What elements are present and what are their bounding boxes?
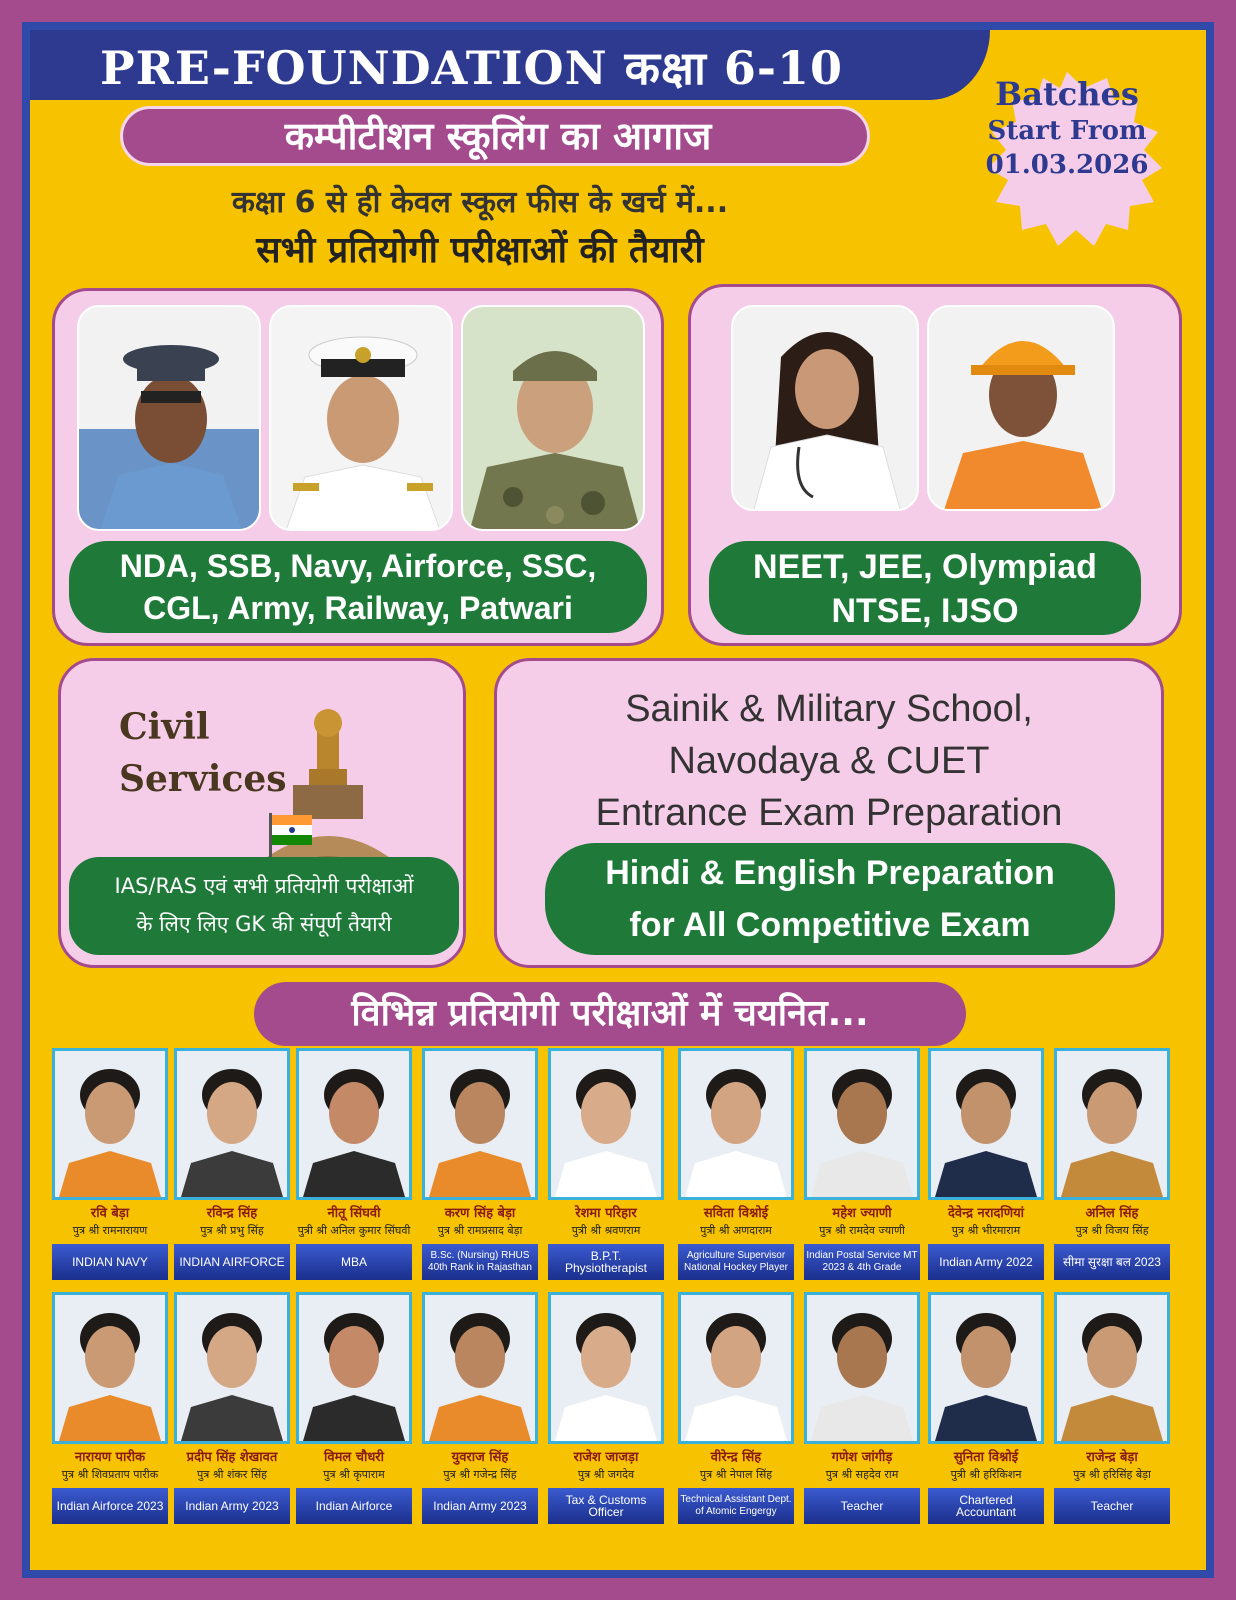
- student-card: [1054, 1292, 1170, 1524]
- student-achievement-tag: Teacher: [804, 1488, 920, 1524]
- civil-heading-line1: Civil: [119, 706, 210, 748]
- student-name: सविता विश्नोई: [703, 1206, 769, 1221]
- batch-info: [962, 74, 1172, 182]
- poster: [30, 30, 1206, 1570]
- sainik-line2: Navodaya & CUET: [668, 740, 990, 782]
- subtitle: कम्पीटीशन स्कूलिंग का आगाज: [284, 114, 712, 158]
- student-parent: पुत्र श्री हरिसिंह बेड़ा: [1073, 1468, 1151, 1481]
- title-bar: [30, 30, 990, 100]
- selected-students-heading-pill: [254, 982, 966, 1046]
- student-parent: पुत्र श्री रामप्रसाद बेड़ा: [437, 1224, 523, 1237]
- civil-heading-line2: Services: [119, 758, 287, 800]
- student-photo: [52, 1292, 168, 1444]
- sainik-line1: Sainik & Military School,: [625, 688, 1033, 730]
- student-achievement-tag: Chartered Accountant: [928, 1488, 1044, 1524]
- student-parent: पुत्र श्री कृपाराम: [323, 1468, 385, 1481]
- student-photo: [174, 1048, 290, 1200]
- student-photo: [804, 1292, 920, 1444]
- student-name: रवि बेड़ा: [90, 1206, 130, 1221]
- student-parent: पुत्री श्री हरिकिशन: [950, 1468, 1022, 1481]
- student-photo: [548, 1292, 664, 1444]
- defence-exams-line2: CGL, Army, Railway, Patwari: [143, 590, 573, 626]
- student-card: [296, 1048, 412, 1280]
- student-photo: [1054, 1048, 1170, 1200]
- student-name: युवराज सिंह: [451, 1450, 509, 1465]
- batch-start-label: Start From: [987, 116, 1147, 146]
- student-card: [928, 1048, 1044, 1280]
- student-card: [928, 1292, 1044, 1524]
- subtitle-pill: [120, 106, 870, 166]
- student-name: करण सिंह बेड़ा: [444, 1206, 516, 1221]
- sainik-school-panel: [494, 658, 1164, 968]
- batch-start-date: 01.03.2026: [985, 150, 1149, 180]
- student-photo: [296, 1048, 412, 1200]
- language-prep-line1: Hindi & English Preparation: [605, 854, 1055, 892]
- student-achievement-tag: MBA: [296, 1244, 412, 1280]
- medical-exams-line1: NEET, JEE, Olympiad: [753, 548, 1097, 586]
- student-card: [804, 1048, 920, 1280]
- student-parent: पुत्री श्री अणदाराम: [700, 1224, 772, 1237]
- defence-exams-pill: [69, 541, 647, 633]
- student-parent: पुत्र श्री नेपाल सिंह: [699, 1468, 773, 1481]
- defence-exams-panel: [52, 288, 664, 646]
- student-card: [548, 1048, 664, 1280]
- student-card: [296, 1292, 412, 1524]
- sainik-school-text: [497, 683, 1161, 839]
- student-achievement-tag: Technical Assistant Dept. of Atomic Engergy: [678, 1488, 794, 1524]
- civil-note-line1: IAS/RAS एवं सभी प्रतियोगी परीक्षाओं: [114, 874, 414, 898]
- student-achievement-tag: INDIAN NAVY: [52, 1244, 168, 1280]
- student-card: [678, 1048, 794, 1280]
- student-parent: पुत्र श्री रामनारायण: [72, 1224, 148, 1237]
- student-achievement-tag: Indian Postal Service MT 2023 & 4th Grade: [804, 1244, 920, 1280]
- student-achievement-tag: Indian Airforce 2023: [52, 1488, 168, 1524]
- student-card: [174, 1292, 290, 1524]
- student-name: रेशमा परिहार: [575, 1206, 637, 1221]
- student-achievement-tag: Indian Army 2023: [174, 1488, 290, 1524]
- student-parent: पुत्र श्री प्रभु सिंह: [200, 1224, 264, 1237]
- student-name: रविन्द्र सिंह: [206, 1206, 258, 1221]
- student-parent: पुत्री श्री अनिल कुमार सिंघवी: [297, 1224, 411, 1237]
- student-photo: [804, 1048, 920, 1200]
- defence-exams-line1: NDA, SSB, Navy, Airforce, SSC,: [119, 548, 597, 584]
- student-achievement-tag: Tax & Customs Officer: [548, 1488, 664, 1524]
- student-photo: [678, 1292, 794, 1444]
- student-photo: [928, 1048, 1044, 1200]
- student-card: [548, 1292, 664, 1524]
- student-card: [52, 1048, 168, 1280]
- student-card: [422, 1292, 538, 1524]
- engineer-photo: [927, 305, 1115, 511]
- student-photo: [52, 1048, 168, 1200]
- student-achievement-tag: Teacher: [1054, 1488, 1170, 1524]
- student-card: [804, 1292, 920, 1524]
- army-soldier-photo: [461, 305, 645, 531]
- student-photo: [174, 1292, 290, 1444]
- student-name: सुनिता विश्नोई: [953, 1450, 1019, 1465]
- student-name: महेश ज्याणी: [832, 1206, 892, 1221]
- student-achievement-tag: Indian Airforce: [296, 1488, 412, 1524]
- language-prep-line2: for All Competitive Exam: [629, 906, 1031, 944]
- page-title: PRE-FOUNDATION कक्षा 6-10: [100, 41, 844, 95]
- student-card: [678, 1292, 794, 1524]
- student-name: अनिल सिंह: [1085, 1206, 1139, 1221]
- student-achievement-tag: Agriculture Supervisor National Hockey Player: [678, 1244, 794, 1280]
- student-parent: पुत्र श्री भीरमाराम: [951, 1224, 1021, 1237]
- civil-services-panel: [58, 658, 466, 968]
- student-photo: [296, 1292, 412, 1444]
- medical-engineering-panel: [688, 284, 1182, 646]
- student-photo: [422, 1048, 538, 1200]
- tagline-line2: सभी प्रतियोगी परीक्षाओं की तैयारी: [256, 230, 704, 271]
- student-parent: पुत्र श्री सहदेव राम: [825, 1468, 899, 1481]
- student-achievement-tag: INDIAN AIRFORCE: [174, 1244, 290, 1280]
- student-parent: पुत्र श्री शिवप्रताप पारीक: [61, 1468, 159, 1481]
- language-preparation-pill: [545, 843, 1115, 955]
- student-parent: पुत्र श्री जगदेव: [577, 1468, 635, 1481]
- airforce-officer-photo: [77, 305, 261, 531]
- student-parent: पुत्र श्री शंकर सिंह: [197, 1468, 267, 1481]
- tagline-line1: कक्षा 6 से ही केवल स्कूल फीस के खर्च में...: [231, 185, 729, 220]
- student-parent: पुत्र श्री गजेन्द्र सिंह: [443, 1468, 517, 1481]
- medical-exams-pill: [709, 541, 1141, 635]
- student-photo: [548, 1048, 664, 1200]
- navy-officer-photo: [269, 305, 453, 531]
- student-card: [52, 1292, 168, 1524]
- medical-exams-line2: NTSE, IJSO: [831, 592, 1019, 630]
- student-card: [1054, 1048, 1170, 1280]
- student-photo: [422, 1292, 538, 1444]
- student-name: राजेन्द्र बेड़ा: [1086, 1450, 1138, 1465]
- student-achievement-tag: B.P.T. Physiotherapist: [548, 1244, 664, 1280]
- selected-students-heading: विभिन्न प्रतियोगी परीक्षाओं में चयनित...: [351, 993, 869, 1034]
- student-achievement-tag: B.Sc. (Nursing) RHUS 40th Rank in Rajasthan: [422, 1244, 538, 1280]
- student-card: [422, 1048, 538, 1280]
- student-name: विमल चौधरी: [323, 1450, 384, 1465]
- student-name: राजेश जाजड़ा: [573, 1450, 639, 1465]
- student-name: गणेश जांगीड़: [831, 1450, 893, 1465]
- doctor-photo: [731, 305, 919, 511]
- student-parent: पुत्र श्री रामदेव ज्याणी: [819, 1224, 905, 1237]
- student-parent: पुत्र श्री विजय सिंह: [1075, 1224, 1149, 1237]
- student-photo: [678, 1048, 794, 1200]
- batch-label: Batches: [995, 75, 1139, 113]
- student-name: नारायण पारीक: [74, 1450, 146, 1465]
- student-card: [174, 1048, 290, 1280]
- student-achievement-tag: Indian Army 2023: [422, 1488, 538, 1524]
- civil-services-note-pill: [69, 857, 459, 955]
- student-achievement-tag: Indian Army 2022: [928, 1244, 1044, 1280]
- student-photo: [928, 1292, 1044, 1444]
- student-name: वीरेन्द्र सिंह: [710, 1450, 762, 1465]
- student-photo: [1054, 1292, 1170, 1444]
- sainik-line3: Entrance Exam Preparation: [595, 792, 1063, 834]
- student-name: देवेन्द्र नरादणियां: [947, 1206, 1025, 1221]
- student-parent: पुत्री श्री श्रवणराम: [571, 1224, 641, 1237]
- student-name: नीतू सिंघवी: [327, 1206, 381, 1221]
- student-name: प्रदीप सिंह शेखावत: [186, 1450, 278, 1465]
- student-achievement-tag: सीमा सुरक्षा बल 2023: [1054, 1244, 1170, 1280]
- civil-note-line2: के लिए लिए GK की संपूर्ण तैयारी: [136, 912, 392, 936]
